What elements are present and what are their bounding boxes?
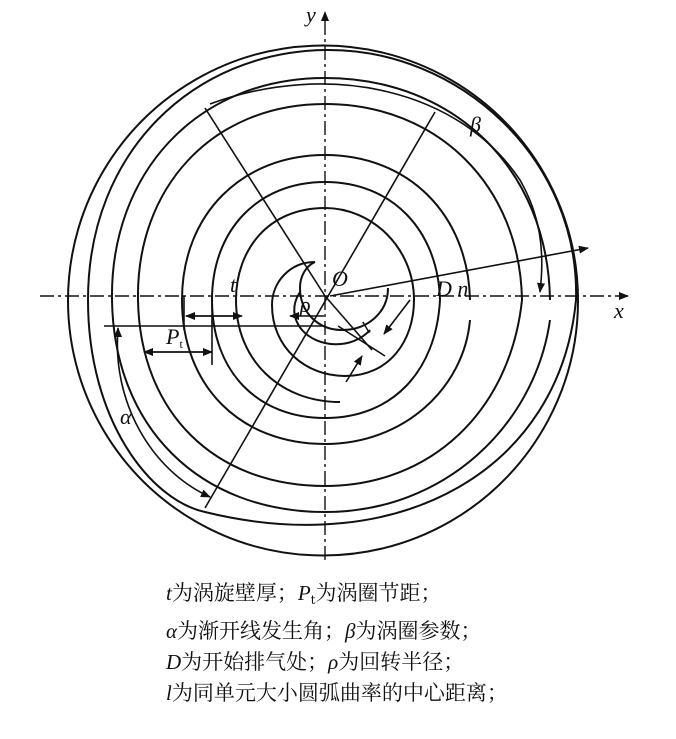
legend-text: 为涡圈参数； bbox=[355, 619, 482, 643]
legend-line bbox=[166, 578, 508, 616]
label-y: y bbox=[306, 2, 316, 27]
label-rho: ρ bbox=[300, 292, 311, 317]
legend-sym: l bbox=[166, 681, 172, 705]
legend-text: 为同单元大小圆弧曲率的中心距离； bbox=[171, 681, 508, 705]
legend-line bbox=[166, 647, 508, 678]
legend-sym: α bbox=[166, 619, 178, 643]
legend-line bbox=[166, 678, 508, 709]
alpha-ray bbox=[205, 108, 325, 296]
l-arrow-1 bbox=[384, 300, 410, 334]
legend-line bbox=[166, 616, 508, 647]
label-p: Pt bbox=[166, 324, 183, 351]
legend-sym: t bbox=[166, 581, 172, 605]
legend-sym: β bbox=[345, 619, 356, 643]
legend bbox=[166, 578, 508, 709]
l-arrow-2 bbox=[346, 356, 362, 382]
legend-sym: P bbox=[297, 581, 311, 605]
beta-ray bbox=[205, 112, 435, 508]
label-beta: β bbox=[470, 112, 481, 137]
label-x: x bbox=[614, 298, 624, 323]
label-t: t bbox=[230, 272, 237, 297]
scroll-wall-1 bbox=[112, 78, 550, 512]
legend-text: 为涡旋壁厚； bbox=[171, 581, 298, 605]
label-o: O bbox=[332, 266, 348, 291]
l-line-2 bbox=[338, 326, 385, 356]
legend-sym: D bbox=[166, 650, 182, 674]
legend-text: 为渐开线发生角； bbox=[177, 619, 346, 643]
label-l: l bbox=[357, 318, 375, 338]
legend-sym: ρ bbox=[328, 650, 339, 674]
label-dn: D n bbox=[436, 276, 469, 301]
legend-text: 为涡圈节距； bbox=[315, 581, 442, 605]
legend-text: 为回转半径； bbox=[338, 650, 465, 674]
legend-sub: t bbox=[310, 593, 316, 607]
label-alpha: α bbox=[120, 404, 132, 429]
legend-text: 为开始排气处； bbox=[181, 650, 329, 674]
